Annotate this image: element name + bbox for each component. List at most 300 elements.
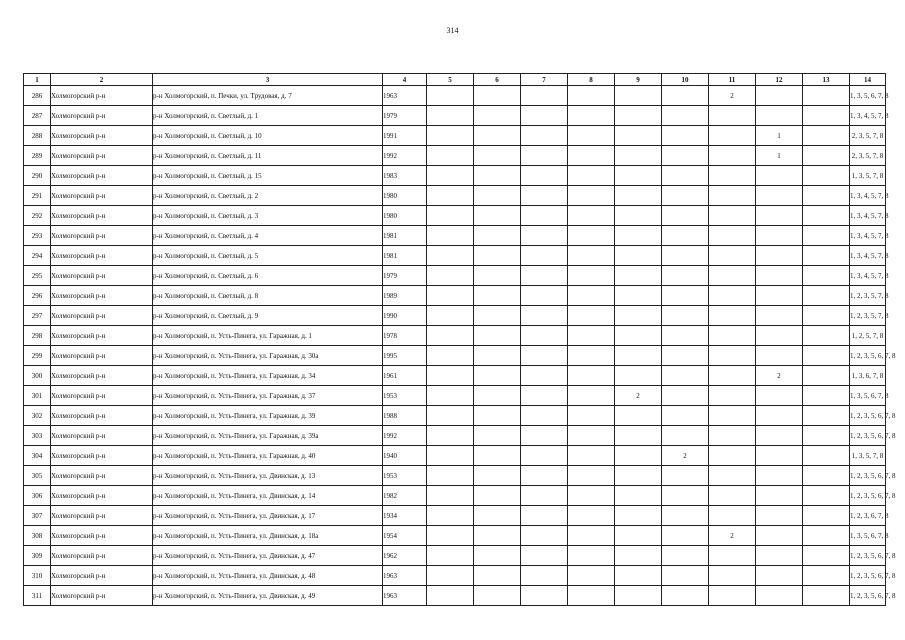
cell-col-5	[427, 286, 474, 306]
cell-col-10	[662, 146, 709, 166]
cell-col-4: 1962	[383, 546, 427, 566]
cell-col-10	[662, 266, 709, 286]
cell-col-2: Холмогорский р-н	[51, 306, 153, 326]
cell-col-1: 308	[24, 526, 51, 546]
cell-col-12	[756, 106, 803, 126]
cell-col-11	[709, 206, 756, 226]
cell-col-1: 299	[24, 346, 51, 366]
cell-col-4: 1979	[383, 266, 427, 286]
cell-col-5	[427, 526, 474, 546]
table-row	[24, 146, 886, 166]
cell-col-4: 1954	[383, 526, 427, 546]
cell-col-11	[709, 146, 756, 166]
cell-col-7	[521, 206, 568, 226]
cell-col-1: 291	[24, 186, 51, 206]
cell-col-9	[615, 146, 662, 166]
cell-col-6	[474, 346, 521, 366]
cell-col-10	[662, 526, 709, 546]
column-header-2: 2	[51, 74, 153, 86]
cell-col-13	[803, 146, 850, 166]
cell-col-6	[474, 486, 521, 506]
cell-col-2: Холмогорский р-н	[51, 386, 153, 406]
cell-col-11	[709, 446, 756, 466]
cell-col-2: Холмогорский р-н	[51, 286, 153, 306]
cell-col-10	[662, 306, 709, 326]
cell-col-3: р-н Холмогорский, п. Светлый, д. 5	[153, 246, 383, 266]
cell-col-9	[615, 466, 662, 486]
cell-col-9	[615, 546, 662, 566]
cell-col-13	[803, 586, 850, 606]
cell-col-3: р-н Холмогорский, п. Усть-Пинега, ул. Гаражная, д. 37	[153, 386, 383, 406]
column-header-11: 11	[709, 74, 756, 86]
cell-col-7	[521, 526, 568, 546]
cell-col-7	[521, 466, 568, 486]
cell-col-7	[521, 246, 568, 266]
cell-col-8	[568, 486, 615, 506]
cell-col-9: 2	[615, 386, 662, 406]
cell-col-4: 1963	[383, 586, 427, 606]
cell-col-7	[521, 86, 568, 106]
cell-col-7	[521, 126, 568, 146]
cell-col-7	[521, 546, 568, 566]
cell-col-13	[803, 426, 850, 446]
cell-col-12	[756, 266, 803, 286]
cell-col-13	[803, 346, 850, 366]
cell-col-3: р-н Холмогорский, п. Усть-Пинега, ул. Двинская, д. 18а	[153, 526, 383, 546]
cell-col-4: 1995	[383, 346, 427, 366]
cell-col-8	[568, 406, 615, 426]
cell-col-6	[474, 106, 521, 126]
cell-col-5	[427, 186, 474, 206]
cell-col-2: Холмогорский р-н	[51, 206, 153, 226]
cell-col-7	[521, 506, 568, 526]
cell-col-11	[709, 366, 756, 386]
cell-col-7	[521, 226, 568, 246]
cell-col-1: 293	[24, 226, 51, 246]
cell-col-6	[474, 146, 521, 166]
cell-col-8	[568, 86, 615, 106]
cell-col-10	[662, 506, 709, 526]
page-number: 314	[446, 26, 459, 35]
cell-col-9	[615, 286, 662, 306]
cell-col-2: Холмогорский р-н	[51, 486, 153, 506]
cell-col-5	[427, 326, 474, 346]
cell-col-4: 1991	[383, 126, 427, 146]
cell-col-5	[427, 126, 474, 146]
cell-col-8	[568, 366, 615, 386]
cell-col-10	[662, 486, 709, 506]
cell-col-5	[427, 86, 474, 106]
cell-col-4: 1980	[383, 206, 427, 226]
cell-col-14: 1, 2, 3, 5, 6, 7, 8	[850, 466, 886, 486]
cell-col-1: 307	[24, 506, 51, 526]
cell-col-11	[709, 226, 756, 246]
cell-col-14: 1, 2, 3, 5, 7, 8	[850, 306, 886, 326]
cell-col-8	[568, 566, 615, 586]
cell-col-10: 2	[662, 446, 709, 466]
cell-col-6	[474, 406, 521, 426]
cell-col-13	[803, 406, 850, 426]
cell-col-1: 298	[24, 326, 51, 346]
table-row	[24, 466, 886, 486]
cell-col-1: 297	[24, 306, 51, 326]
cell-col-4: 1953	[383, 386, 427, 406]
cell-col-11: 2	[709, 86, 756, 106]
cell-col-1: 301	[24, 386, 51, 406]
cell-col-11	[709, 306, 756, 326]
cell-col-3: р-н Холмогорский, п. Светлый, д. 6	[153, 266, 383, 286]
cell-col-5	[427, 386, 474, 406]
cell-col-12: 2	[756, 366, 803, 386]
cell-col-3: р-н Холмогорский, п. Усть-Пинега, ул. Двинская, д. 17	[153, 506, 383, 526]
cell-col-1: 310	[24, 566, 51, 586]
cell-col-9	[615, 486, 662, 506]
cell-col-2: Холмогорский р-н	[51, 246, 153, 266]
table-row	[24, 546, 886, 566]
table-row	[24, 266, 886, 286]
cell-col-8	[568, 226, 615, 246]
cell-col-11	[709, 166, 756, 186]
cell-col-6	[474, 246, 521, 266]
cell-col-3: р-н Холмогорский, п. Усть-Пинега, ул. Двинская, д. 13	[153, 466, 383, 486]
cell-col-4: 1983	[383, 166, 427, 186]
registry-table	[23, 73, 896, 606]
table-row	[24, 246, 886, 266]
cell-col-10	[662, 566, 709, 586]
cell-col-4: 1963	[383, 86, 427, 106]
table-row	[24, 526, 886, 546]
cell-col-5	[427, 466, 474, 486]
cell-col-14: 1, 3, 4, 5, 7, 8	[850, 206, 886, 226]
cell-col-3: р-н Холмогорский, п. Светлый, д. 4	[153, 226, 383, 246]
cell-col-6	[474, 506, 521, 526]
cell-col-14: 1, 2, 3, 5, 6, 7, 8	[850, 426, 886, 446]
cell-col-8	[568, 186, 615, 206]
cell-col-12	[756, 246, 803, 266]
table-row	[24, 406, 886, 426]
cell-col-13	[803, 186, 850, 206]
cell-col-3: р-н Холмогорский, п. Печки, ул. Трудовая, д. 7	[153, 86, 383, 106]
cell-col-6	[474, 166, 521, 186]
cell-col-12	[756, 546, 803, 566]
cell-col-4: 1978	[383, 326, 427, 346]
cell-col-13	[803, 446, 850, 466]
cell-col-14: 1, 3, 5, 7, 8	[850, 446, 886, 466]
cell-col-1: 311	[24, 586, 51, 606]
cell-col-7	[521, 286, 568, 306]
cell-col-10	[662, 586, 709, 606]
cell-col-12	[756, 206, 803, 226]
cell-col-6	[474, 226, 521, 246]
cell-col-6	[474, 186, 521, 206]
cell-col-5	[427, 146, 474, 166]
cell-col-13	[803, 366, 850, 386]
cell-col-14: 1, 2, 5, 7, 8	[850, 326, 886, 346]
cell-col-14: 1, 2, 3, 5, 6, 7, 8	[850, 486, 886, 506]
cell-col-10	[662, 466, 709, 486]
column-header-12: 12	[756, 74, 803, 86]
table-row	[24, 446, 886, 466]
cell-col-5	[427, 346, 474, 366]
cell-col-4: 1981	[383, 226, 427, 246]
column-header-3: 3	[153, 74, 383, 86]
cell-col-4: 1934	[383, 506, 427, 526]
cell-col-7	[521, 306, 568, 326]
cell-col-12	[756, 426, 803, 446]
cell-col-7	[521, 266, 568, 286]
cell-col-12	[756, 466, 803, 486]
cell-col-13	[803, 286, 850, 306]
cell-col-11	[709, 406, 756, 426]
cell-col-12	[756, 446, 803, 466]
table-row	[24, 286, 886, 306]
cell-col-12	[756, 166, 803, 186]
cell-col-1: 294	[24, 246, 51, 266]
cell-col-9	[615, 246, 662, 266]
table-row	[24, 226, 886, 246]
cell-col-9	[615, 566, 662, 586]
cell-col-13	[803, 546, 850, 566]
cell-col-2: Холмогорский р-н	[51, 586, 153, 606]
table-row	[24, 346, 886, 366]
cell-col-11	[709, 246, 756, 266]
cell-col-10	[662, 346, 709, 366]
cell-col-8	[568, 246, 615, 266]
cell-col-5	[427, 166, 474, 186]
cell-col-11	[709, 106, 756, 126]
cell-col-7	[521, 146, 568, 166]
cell-col-14: 2, 3, 5, 7, 8	[850, 146, 886, 166]
cell-col-12	[756, 186, 803, 206]
cell-col-8	[568, 526, 615, 546]
cell-col-6	[474, 446, 521, 466]
cell-col-3: р-н Холмогорский, п. Усть-Пинега, ул. Гаражная, д. 1	[153, 326, 383, 346]
cell-col-11	[709, 546, 756, 566]
table-row	[24, 126, 886, 146]
cell-col-7	[521, 366, 568, 386]
cell-col-5	[427, 366, 474, 386]
cell-col-3: р-н Холмогорский, п. Светлый, д. 9	[153, 306, 383, 326]
cell-col-6	[474, 266, 521, 286]
cell-col-6	[474, 386, 521, 406]
column-header-5: 5	[427, 74, 474, 86]
cell-col-9	[615, 406, 662, 426]
cell-col-12	[756, 406, 803, 426]
cell-col-9	[615, 506, 662, 526]
cell-col-14: 1, 2, 3, 5, 6, 7, 8	[850, 586, 886, 606]
cell-col-8	[568, 106, 615, 126]
cell-col-3: р-н Холмогорский, п. Светлый, д. 15	[153, 166, 383, 186]
cell-col-14: 1, 3, 4, 5, 7, 8	[850, 266, 886, 286]
table-row	[24, 306, 886, 326]
cell-col-10	[662, 546, 709, 566]
cell-col-1: 290	[24, 166, 51, 186]
cell-col-9	[615, 446, 662, 466]
cell-col-6	[474, 566, 521, 586]
cell-col-2: Холмогорский р-н	[51, 406, 153, 426]
cell-col-7	[521, 346, 568, 366]
cell-col-14: 1, 2, 3, 5, 6, 7, 8	[850, 566, 886, 586]
cell-col-9	[615, 366, 662, 386]
cell-col-1: 295	[24, 266, 51, 286]
cell-col-6	[474, 326, 521, 346]
cell-col-14: 1, 3, 4, 5, 7, 8	[850, 106, 886, 126]
table-row	[24, 486, 886, 506]
cell-col-6	[474, 526, 521, 546]
cell-col-7	[521, 486, 568, 506]
column-header-14: 14	[850, 74, 886, 86]
cell-col-11	[709, 466, 756, 486]
cell-col-2: Холмогорский р-н	[51, 506, 153, 526]
cell-col-8	[568, 206, 615, 226]
cell-col-11	[709, 286, 756, 306]
cell-col-1: 305	[24, 466, 51, 486]
cell-col-2: Холмогорский р-н	[51, 526, 153, 546]
column-header-13: 13	[803, 74, 850, 86]
cell-col-11	[709, 566, 756, 586]
cell-col-6	[474, 206, 521, 226]
cell-col-4: 1992	[383, 426, 427, 446]
cell-col-12	[756, 306, 803, 326]
cell-col-9	[615, 166, 662, 186]
cell-col-7	[521, 446, 568, 466]
cell-col-11	[709, 586, 756, 606]
cell-col-13	[803, 166, 850, 186]
cell-col-9	[615, 586, 662, 606]
cell-col-4: 1961	[383, 366, 427, 386]
cell-col-1: 289	[24, 146, 51, 166]
cell-col-13	[803, 106, 850, 126]
table-row	[24, 206, 886, 226]
cell-col-12	[756, 506, 803, 526]
cell-col-14: 1, 2, 3, 5, 7, 8	[850, 286, 886, 306]
cell-col-12	[756, 586, 803, 606]
cell-col-5	[427, 406, 474, 426]
cell-col-8	[568, 386, 615, 406]
cell-col-5	[427, 106, 474, 126]
cell-col-11	[709, 486, 756, 506]
table-row	[24, 326, 886, 346]
table-row	[24, 86, 886, 106]
cell-col-3: р-н Холмогорский, п. Светлый, д. 11	[153, 146, 383, 166]
cell-col-8	[568, 586, 615, 606]
cell-col-7	[521, 166, 568, 186]
cell-col-1: 296	[24, 286, 51, 306]
cell-col-3: р-н Холмогорский, п. Усть-Пинега, ул. Двинская, д. 14	[153, 486, 383, 506]
cell-col-12	[756, 326, 803, 346]
cell-col-8	[568, 446, 615, 466]
cell-col-12	[756, 386, 803, 406]
cell-col-9	[615, 186, 662, 206]
cell-col-8	[568, 266, 615, 286]
table-row	[24, 426, 886, 446]
cell-col-3: р-н Холмогорский, п. Усть-Пинега, ул. Гаражная, д. 39	[153, 406, 383, 426]
cell-col-6	[474, 286, 521, 306]
cell-col-5	[427, 446, 474, 466]
cell-col-9	[615, 326, 662, 346]
cell-col-3: р-н Холмогорский, п. Усть-Пинега, ул. Гаражная, д. 30а	[153, 346, 383, 366]
cell-col-10	[662, 166, 709, 186]
cell-col-6	[474, 86, 521, 106]
cell-col-11	[709, 326, 756, 346]
cell-col-5	[427, 266, 474, 286]
cell-col-2: Холмогорский р-н	[51, 366, 153, 386]
cell-col-3: р-н Холмогорский, п. Светлый, д. 3	[153, 206, 383, 226]
cell-col-13	[803, 246, 850, 266]
cell-col-11	[709, 186, 756, 206]
cell-col-2: Холмогорский р-н	[51, 126, 153, 146]
cell-col-11: 2	[709, 526, 756, 546]
cell-col-9	[615, 526, 662, 546]
cell-col-2: Холмогорский р-н	[51, 466, 153, 486]
cell-col-3: р-н Холмогорский, п. Усть-Пинега, ул. Двинская, д. 49	[153, 586, 383, 606]
cell-col-8	[568, 126, 615, 146]
cell-col-6	[474, 126, 521, 146]
cell-col-6	[474, 426, 521, 446]
cell-col-9	[615, 346, 662, 366]
cell-col-9	[615, 86, 662, 106]
cell-col-5	[427, 546, 474, 566]
cell-col-13	[803, 566, 850, 586]
cell-col-4: 1981	[383, 246, 427, 266]
cell-col-13	[803, 486, 850, 506]
cell-col-5	[427, 426, 474, 446]
cell-col-14: 1, 3, 4, 5, 7, 8	[850, 246, 886, 266]
table-row	[24, 566, 886, 586]
cell-col-2: Холмогорский р-н	[51, 226, 153, 246]
cell-col-13	[803, 466, 850, 486]
cell-col-2: Холмогорский р-н	[51, 106, 153, 126]
cell-col-10	[662, 246, 709, 266]
cell-col-2: Холмогорский р-н	[51, 266, 153, 286]
cell-col-12: 1	[756, 146, 803, 166]
cell-col-10	[662, 386, 709, 406]
cell-col-14: 1, 2, 3, 5, 6, 7, 8	[850, 546, 886, 566]
cell-col-2: Холмогорский р-н	[51, 166, 153, 186]
cell-col-9	[615, 206, 662, 226]
cell-col-5	[427, 226, 474, 246]
cell-col-13	[803, 386, 850, 406]
cell-col-2: Холмогорский р-н	[51, 346, 153, 366]
cell-col-14: 1, 3, 5, 6, 7, 8	[850, 526, 886, 546]
cell-col-4: 1963	[383, 566, 427, 586]
cell-col-14: 1, 3, 6, 7, 8	[850, 366, 886, 386]
cell-col-10	[662, 106, 709, 126]
cell-col-7	[521, 186, 568, 206]
cell-col-14: 1, 3, 5, 7, 8	[850, 166, 886, 186]
cell-col-10	[662, 226, 709, 246]
table-body	[24, 86, 896, 606]
cell-col-12	[756, 86, 803, 106]
cell-col-3: р-н Холмогорский, п. Светлый, д. 2	[153, 186, 383, 206]
cell-col-1: 302	[24, 406, 51, 426]
cell-col-7	[521, 106, 568, 126]
cell-col-13	[803, 326, 850, 346]
cell-col-9	[615, 266, 662, 286]
cell-col-10	[662, 186, 709, 206]
table-row	[24, 106, 886, 126]
cell-col-3: р-н Холмогорский, п. Усть-Пинега, ул. Гаражная, д. 40	[153, 446, 383, 466]
column-header-4: 4	[383, 74, 427, 86]
cell-col-13	[803, 126, 850, 146]
cell-col-13	[803, 226, 850, 246]
table-row	[24, 166, 886, 186]
cell-col-11	[709, 346, 756, 366]
cell-col-1: 309	[24, 546, 51, 566]
cell-col-2: Холмогорский р-н	[51, 86, 153, 106]
cell-col-4: 1980	[383, 186, 427, 206]
table-row	[24, 186, 886, 206]
